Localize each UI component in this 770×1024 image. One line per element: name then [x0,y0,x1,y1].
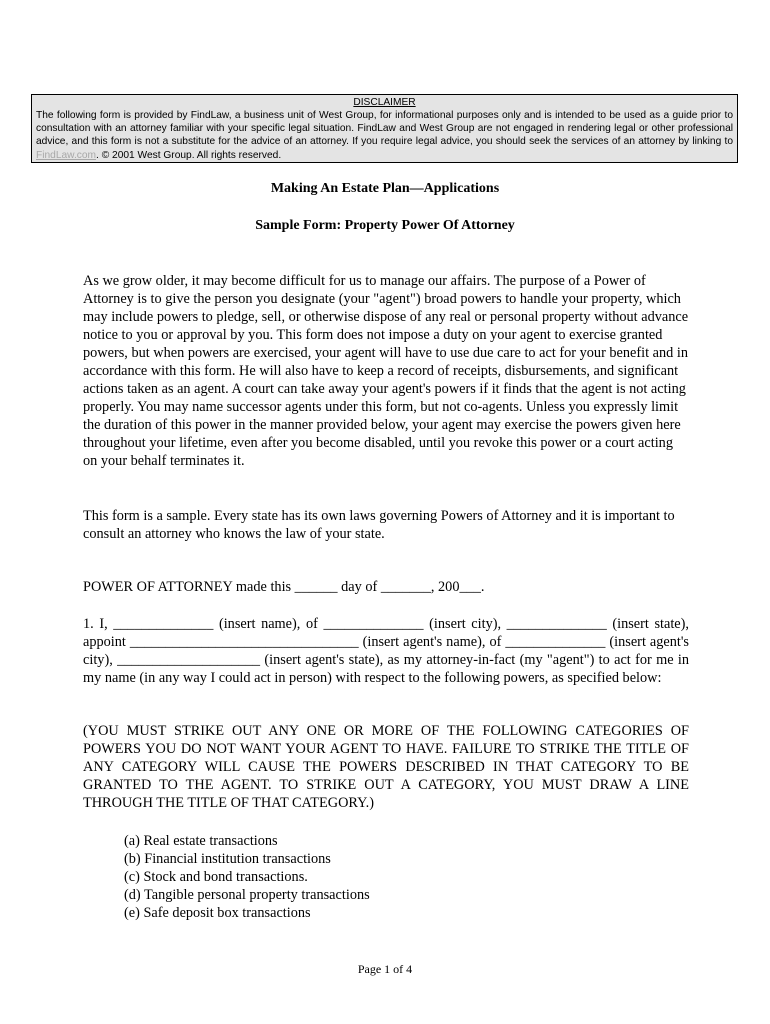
power-category-item: (d) Tangible personal property transactions [124,887,370,903]
disclaimer-box [31,94,738,163]
intro-paragraph: As we grow older, it may become difficult for us to manage our affairs. The purpose of a Power of Attorney is to give the person you designate (your "agent") broad powers to handle your property, which may include powers to pledge, sell, or otherwise dispose of any real or personal property without advance notice to you or approval by you. This form does not impose a duty on your agent to exercise granted powers, but when powers are exercised, your agent will have to use due care to act for your benefit and in accordance with this form. He will also have to keep a record of receipts, disbursements, and significant actions taken as an agent. A court can take away your agent's powers if it finds that the agent is not acting properly. You may name successor agents under this form, but not co-agents. Unless you expressly limit the duration of this power in the manner provided below, your agent may exercise the powers given here throughout your lifetime, even after you become disabled, until you revoke this power or a court acting on your behalf terminates it. [83,273,689,469]
disclaimer-text [36,109,733,162]
document-subtitle: Sample Form: Property Power Of Attorney [255,218,515,233]
sample-notice-paragraph: This form is a sample. Every state has its own laws governing Powers of Attorney and it is important to consult an attorney who knows the law of your state. [83,508,675,542]
poa-date-line: POWER OF ATTORNEY made this ______ day of _______, 200___. [83,579,485,595]
disclaimer-text-end: . © 2001 West Group. All rights reserved. [96,149,282,161]
power-category-item: (e) Safe deposit box transactions [124,905,311,921]
clause-one-paragraph: 1. I, ______________ (insert name), of ______________ (insert city), ______________ (insert state), appoint ________________________________ (insert agent's name), of ______________ (insert agent's city), ____________________ (insert agent's state), as my attorney-in-fact (my "agent") to act for me in my name (in any way I could act in person) with respect to the following powers, as specified below: [83,616,689,686]
disclaimer-title: DISCLAIMER [353,97,416,108]
findlaw-link[interactable]: FindLaw.com [36,149,97,161]
document-title: Making An Estate Plan—Applications [270,181,500,196]
power-category-item: (b) Financial institution transactions [124,851,331,867]
power-category-item: (a) Real estate transactions [124,833,278,849]
power-categories-list [124,832,370,922]
power-category-item: (c) Stock and bond transactions. [124,869,308,885]
page-number: Page 1 of 4 [357,962,413,976]
strike-instructions-paragraph: (YOU MUST STRIKE OUT ANY ONE OR MORE OF THE FOLLOWING CATEGORIES OF POWERS YOU DO NOT WANT YOUR AGENT TO HAVE. FAILURE TO STRIKE THE TITLE OF ANY CATEGORY WILL CAUSE THE POWERS DESCRIBED IN THAT CATEGORY TO BE GRANTED TO THE AGENT. TO STRIKE OUT A CATEGORY, YOU MUST DRAW A LINE THROUGH THE TITLE OF THAT CATEGORY.) [83,723,689,811]
disclaimer-text-start: The following form is provided by FindLaw, a business unit of West Group, for informational purposes only and is intended to be used as a guide prior to consultation with an attorney familiar with your specific legal situation. FindLaw and West Group are not engaged in rendering legal or other professional advice, and this form is not a substitute for the advice of an attorney. If you require legal advice, you should seek the services of an attorney by linking to [36,110,733,148]
